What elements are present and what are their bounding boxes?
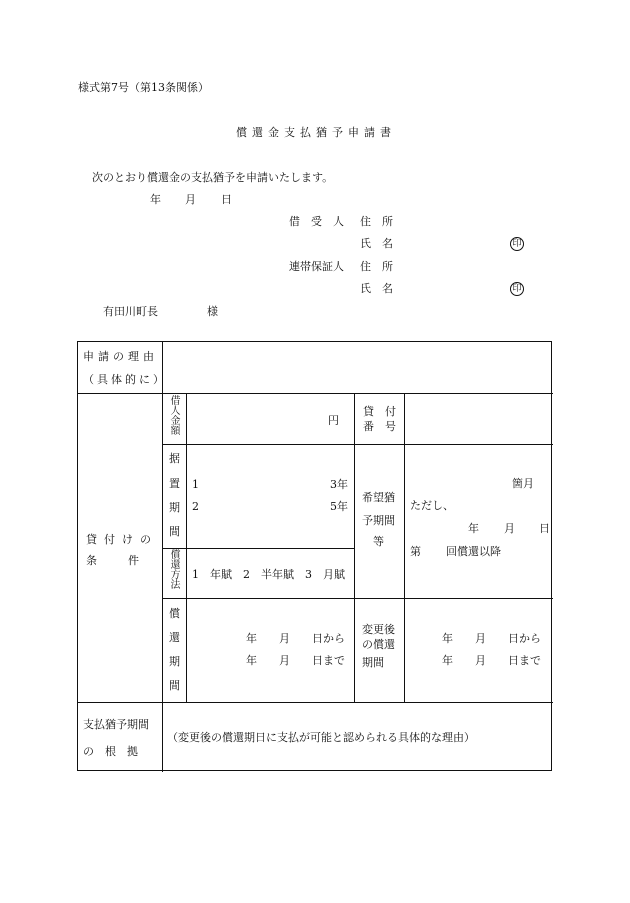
conditions-label: 貸付けの bbox=[86, 533, 158, 546]
repayment-period-label-3: 期 bbox=[169, 655, 180, 668]
row-divider bbox=[78, 393, 553, 394]
proviso-round-prefix: 第 bbox=[410, 545, 421, 558]
loan-number-label-sub: 番 号 bbox=[363, 420, 396, 433]
column-divider bbox=[162, 342, 163, 772]
grace-option-1[interactable]: 1 bbox=[192, 478, 199, 491]
loan-amount-label: 借人金額 bbox=[168, 395, 179, 435]
loan-number-input[interactable] bbox=[410, 398, 548, 440]
repayment-period-label-4: 間 bbox=[169, 679, 180, 692]
document-title: 償還金支払猶予申請書 bbox=[236, 126, 396, 139]
addressee-honorific: 様 bbox=[207, 305, 218, 318]
grace-option-2-value: 5年 bbox=[330, 500, 348, 513]
intro-statement: 次のとおり償還金の支払猶予を申請いたします。 bbox=[92, 171, 334, 184]
grace-option-2[interactable]: 2 bbox=[192, 500, 199, 513]
basis-label-sub: の 根 拠 bbox=[83, 745, 138, 758]
guarantor-name-label: 氏 名 bbox=[360, 282, 393, 295]
row-divider bbox=[162, 444, 553, 445]
repayment-period-label-2: 還 bbox=[169, 631, 180, 644]
grace-period-label-2: 置 bbox=[169, 477, 180, 490]
grace-period-label-3: 期 bbox=[169, 501, 180, 514]
desired-grace-label: 希望猶 bbox=[362, 491, 395, 504]
borrower-name-label: 氏 名 bbox=[360, 237, 393, 250]
changed-period-label: 変更後 bbox=[362, 623, 395, 636]
period-to[interactable]: 年 月 日まで bbox=[246, 654, 345, 667]
guarantor-address-label: 住 所 bbox=[360, 260, 393, 273]
row-divider bbox=[162, 548, 354, 549]
application-form-table bbox=[77, 341, 552, 771]
date-month: 月 bbox=[185, 193, 196, 206]
changed-to[interactable]: 年 月 日まで bbox=[442, 654, 541, 667]
proviso-year[interactable]: 年 bbox=[468, 522, 479, 535]
row-divider bbox=[78, 702, 553, 703]
desired-grace-label-2: 予期間 bbox=[362, 514, 395, 527]
grace-period-label-1: 据 bbox=[169, 452, 180, 465]
date-day: 日 bbox=[221, 193, 232, 206]
proviso-day[interactable]: 日 bbox=[539, 522, 550, 535]
borrower-address-label: 住 所 bbox=[360, 215, 393, 228]
desired-grace-label-3: 等 bbox=[373, 535, 384, 548]
changed-period-label-3: 期間 bbox=[362, 656, 384, 669]
borrower-seal-icon: 印 bbox=[510, 237, 524, 251]
period-from[interactable]: 年 月 日から bbox=[246, 632, 345, 645]
grace-period-label-4: 間 bbox=[169, 525, 180, 538]
reason-input-area[interactable] bbox=[168, 346, 548, 388]
basis-note: （変更後の償還期日に支払が可能と認められる具体的な理由） bbox=[167, 731, 475, 744]
repayment-method-label: 償還方法 bbox=[168, 549, 179, 589]
conditions-label-sub: 条 件 bbox=[86, 554, 142, 567]
row-divider bbox=[162, 598, 553, 599]
column-divider bbox=[186, 393, 187, 702]
repayment-period-label-1: 償 bbox=[169, 607, 180, 620]
form-number: 様式第7号（第13条関係） bbox=[78, 81, 209, 94]
grace-option-1-value: 3年 bbox=[330, 478, 348, 491]
loan-number-label: 貸 付 bbox=[363, 405, 396, 418]
basis-label: 支払猶予期間 bbox=[83, 718, 149, 731]
proviso-round-suffix: 回償還以降 bbox=[446, 545, 501, 558]
column-divider bbox=[354, 393, 355, 702]
guarantor-label: 連帯保証人 bbox=[289, 260, 344, 273]
proviso-month[interactable]: 月 bbox=[504, 522, 515, 535]
changed-from[interactable]: 年 月 日から bbox=[442, 632, 541, 645]
borrower-label: 借 受 人 bbox=[289, 215, 344, 228]
column-divider bbox=[404, 393, 405, 702]
desired-months[interactable]: 箇月 bbox=[512, 477, 534, 490]
repayment-method-options[interactable]: 1 年賦 2 半年賦 3 月賦 bbox=[192, 568, 345, 581]
loan-amount-unit: 円 bbox=[328, 414, 339, 427]
addressee-office: 有田川町長 bbox=[103, 305, 158, 318]
basis-input-area[interactable] bbox=[168, 706, 548, 768]
reason-label: 申請の理由 bbox=[83, 350, 158, 363]
guarantor-seal-icon: 印 bbox=[510, 282, 524, 296]
date-year: 年 bbox=[150, 193, 161, 206]
proviso-label: ただし、 bbox=[410, 499, 454, 512]
changed-period-label-2: の償還 bbox=[362, 638, 395, 651]
loan-amount-input[interactable] bbox=[193, 398, 348, 440]
reason-label-detail: （具体的に） bbox=[83, 373, 167, 386]
